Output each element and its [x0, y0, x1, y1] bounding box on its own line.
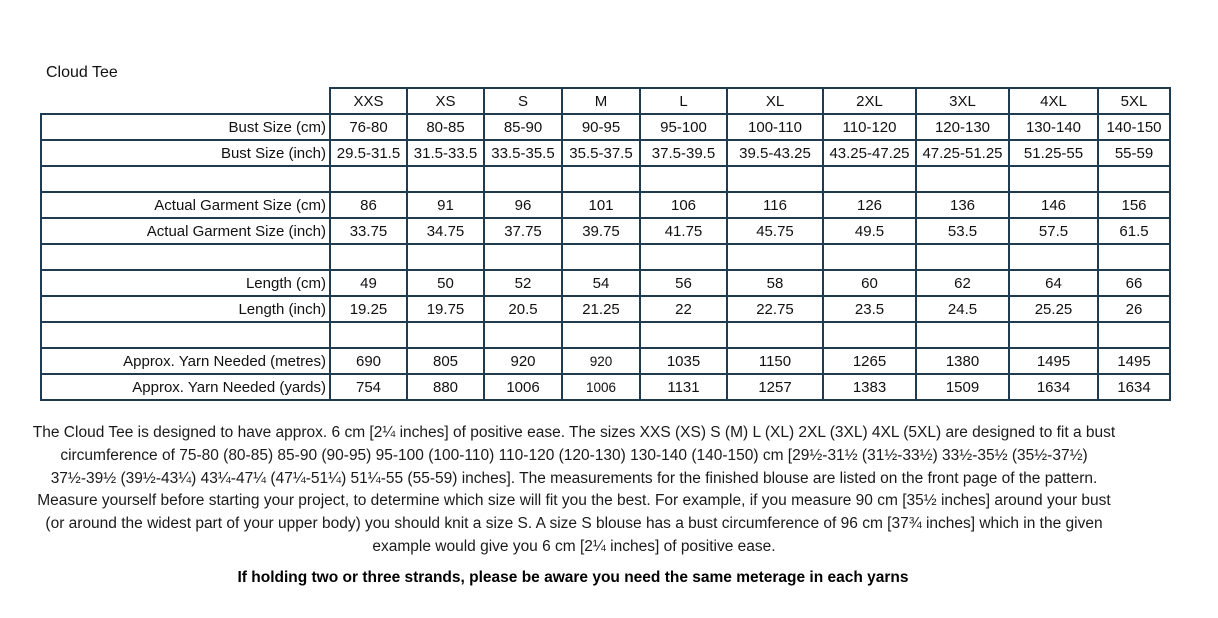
table-cell: 1035 [640, 348, 727, 374]
row-label: Bust Size (cm) [41, 114, 330, 140]
table-cell: 805 [407, 348, 484, 374]
table-cell [330, 166, 407, 192]
table-cell: 91 [407, 192, 484, 218]
table-cell: 1006 [484, 374, 562, 400]
table-cell [330, 322, 407, 348]
page-title: Cloud Tee [46, 64, 118, 81]
table-cell: 96 [484, 192, 562, 218]
table-cell: 156 [1098, 192, 1170, 218]
size-header-cell: 5XL [1098, 88, 1170, 114]
table-cell: 49.5 [823, 218, 916, 244]
table-cell: 49 [330, 270, 407, 296]
table-cell: 41.75 [640, 218, 727, 244]
table-cell [407, 166, 484, 192]
table-row [41, 348, 1170, 374]
table-cell: 39.75 [562, 218, 640, 244]
row-label: Bust Size (inch) [41, 140, 330, 166]
table-cell [484, 166, 562, 192]
table-cell [562, 166, 640, 192]
size-header-cell: L [640, 88, 727, 114]
spacer-row [41, 322, 1170, 348]
table-cell: 19.25 [330, 296, 407, 322]
table-cell: 19.75 [407, 296, 484, 322]
size-header-cell: M [562, 88, 640, 114]
table-cell [727, 322, 823, 348]
table-cell: 62 [916, 270, 1009, 296]
table-cell [407, 322, 484, 348]
table-cell: 39.5-43.25 [727, 140, 823, 166]
size-header-cell: 3XL [916, 88, 1009, 114]
table-cell: 116 [727, 192, 823, 218]
table-cell: 43.25-47.25 [823, 140, 916, 166]
table-cell: 54 [562, 270, 640, 296]
table-cell: 136 [916, 192, 1009, 218]
table-cell: 86 [330, 192, 407, 218]
size-header-row [41, 88, 1170, 114]
size-header-cell: 4XL [1009, 88, 1098, 114]
table-cell: 31.5-33.5 [407, 140, 484, 166]
table-cell: 1006 [562, 374, 640, 400]
table-cell [562, 322, 640, 348]
strands-note: If holding two or three strands, please be aware you need the same meterage in each yarns [237, 569, 909, 586]
table-cell: 880 [407, 374, 484, 400]
row-label: Actual Garment Size (inch) [41, 218, 330, 244]
table-cell [484, 244, 562, 270]
size-header-cell: S [484, 88, 562, 114]
table-cell [727, 244, 823, 270]
table-cell [916, 244, 1009, 270]
spacer-row [41, 244, 1170, 270]
table-cell [407, 244, 484, 270]
table-cell: 52 [484, 270, 562, 296]
table-cell [916, 322, 1009, 348]
table-cell: 1383 [823, 374, 916, 400]
table-row [41, 114, 1170, 140]
table-row [41, 218, 1170, 244]
table-cell: 80-85 [407, 114, 484, 140]
table-cell [823, 166, 916, 192]
table-cell: 90-95 [562, 114, 640, 140]
row-label [41, 244, 330, 270]
table-cell: 33.75 [330, 218, 407, 244]
table-cell: 101 [562, 192, 640, 218]
table-cell: 754 [330, 374, 407, 400]
table-cell: 26 [1098, 296, 1170, 322]
table-cell: 1131 [640, 374, 727, 400]
table-cell: 95-100 [640, 114, 727, 140]
table-cell: 51.25-55 [1009, 140, 1098, 166]
table-cell: 33.5-35.5 [484, 140, 562, 166]
table-cell: 1257 [727, 374, 823, 400]
table-cell [1098, 166, 1170, 192]
table-cell [562, 244, 640, 270]
table-cell [640, 322, 727, 348]
size-header-cell: 2XL [823, 88, 916, 114]
table-cell: 22 [640, 296, 727, 322]
table-cell: 1509 [916, 374, 1009, 400]
table-cell: 61.5 [1098, 218, 1170, 244]
table-cell: 56 [640, 270, 727, 296]
table-cell: 1634 [1098, 374, 1170, 400]
row-label: Actual Garment Size (cm) [41, 192, 330, 218]
table-cell: 25.25 [1009, 296, 1098, 322]
table-cell: 1634 [1009, 374, 1098, 400]
table-cell: 34.75 [407, 218, 484, 244]
table-cell: 120-130 [916, 114, 1009, 140]
row-label [41, 166, 330, 192]
size-header-cell: XXS [330, 88, 407, 114]
row-label [41, 322, 330, 348]
table-cell [330, 244, 407, 270]
table-cell: 146 [1009, 192, 1098, 218]
spacer-row [41, 166, 1170, 192]
header-corner [41, 88, 330, 114]
table-cell: 1380 [916, 348, 1009, 374]
table-cell: 1150 [727, 348, 823, 374]
table-cell: 110-120 [823, 114, 916, 140]
row-label: Length (cm) [41, 270, 330, 296]
table-cell: 45.75 [727, 218, 823, 244]
table-cell: 20.5 [484, 296, 562, 322]
table-cell: 37.75 [484, 218, 562, 244]
table-cell: 1495 [1098, 348, 1170, 374]
table-cell: 58 [727, 270, 823, 296]
table-row [41, 270, 1170, 296]
table-cell: 47.25-51.25 [916, 140, 1009, 166]
row-label: Length (inch) [41, 296, 330, 322]
table-cell: 60 [823, 270, 916, 296]
size-chart-table [40, 87, 1171, 401]
table-cell: 85-90 [484, 114, 562, 140]
table-cell: 22.75 [727, 296, 823, 322]
table-cell: 920 [562, 348, 640, 374]
table-cell: 37.5-39.5 [640, 140, 727, 166]
table-cell [823, 244, 916, 270]
table-cell: 130-140 [1009, 114, 1098, 140]
table-cell: 57.5 [1009, 218, 1098, 244]
row-label: Approx. Yarn Needed (yards) [41, 374, 330, 400]
table-cell [1009, 244, 1098, 270]
table-cell [1098, 322, 1170, 348]
table-cell: 35.5-37.5 [562, 140, 640, 166]
table-cell: 1495 [1009, 348, 1098, 374]
table-cell: 66 [1098, 270, 1170, 296]
table-cell [484, 322, 562, 348]
table-cell: 24.5 [916, 296, 1009, 322]
table-cell: 920 [484, 348, 562, 374]
table-cell [1009, 166, 1098, 192]
size-header-cell: XS [407, 88, 484, 114]
table-cell: 21.25 [562, 296, 640, 322]
table-cell: 50 [407, 270, 484, 296]
table-cell: 55-59 [1098, 140, 1170, 166]
table-row [41, 296, 1170, 322]
table-cell: 106 [640, 192, 727, 218]
table-cell [727, 166, 823, 192]
table-cell [1098, 244, 1170, 270]
table-row [41, 374, 1170, 400]
table-cell: 1265 [823, 348, 916, 374]
size-header-cell: XL [727, 88, 823, 114]
table-row [41, 140, 1170, 166]
table-cell: 126 [823, 192, 916, 218]
table-cell [640, 166, 727, 192]
table-cell: 76-80 [330, 114, 407, 140]
table-cell: 100-110 [727, 114, 823, 140]
table-cell [1009, 322, 1098, 348]
table-cell: 29.5-31.5 [330, 140, 407, 166]
table-cell: 23.5 [823, 296, 916, 322]
table-cell: 64 [1009, 270, 1098, 296]
table-cell [640, 244, 727, 270]
table-cell: 140-150 [1098, 114, 1170, 140]
ease-description: The Cloud Tee is designed to have approx. 6 cm [2¼ inches] of positive ease. The sizes XXS (XS) S (M) L (XL) 2XL (3XL) 4XL (5XL) are designed to fit a bust circumference of 75-80 (80-85) 85-90 (90-95) 95-100 (100-110) 110-120 (120-130) 130-140 (140-150) cm [29½-31½ (31½-33½) 33½-35½ (35½-37½) 37½-39½ (39½-43¼) 43¼-47¼ (47¼-51¼) 51¼-55 (55-59) inches]. The measurements for the finished blouse are listed on the front page of the pattern. Measure yourself before starting your project, to determine which size will fit you the best. For example, if you measure 90 cm [35½ inches] around your bust (or around the widest part of your upper body) you should knit a size S. A size S blouse has a bust circumference of 96 cm [37¾ inches] which in the given example would give you 6 cm [2¼ inches] of positive ease. [32, 424, 1116, 555]
table-row [41, 192, 1170, 218]
row-label: Approx. Yarn Needed (metres) [41, 348, 330, 374]
table-cell [916, 166, 1009, 192]
table-cell: 690 [330, 348, 407, 374]
size-table-body [41, 114, 1170, 400]
table-cell [823, 322, 916, 348]
table-cell: 53.5 [916, 218, 1009, 244]
